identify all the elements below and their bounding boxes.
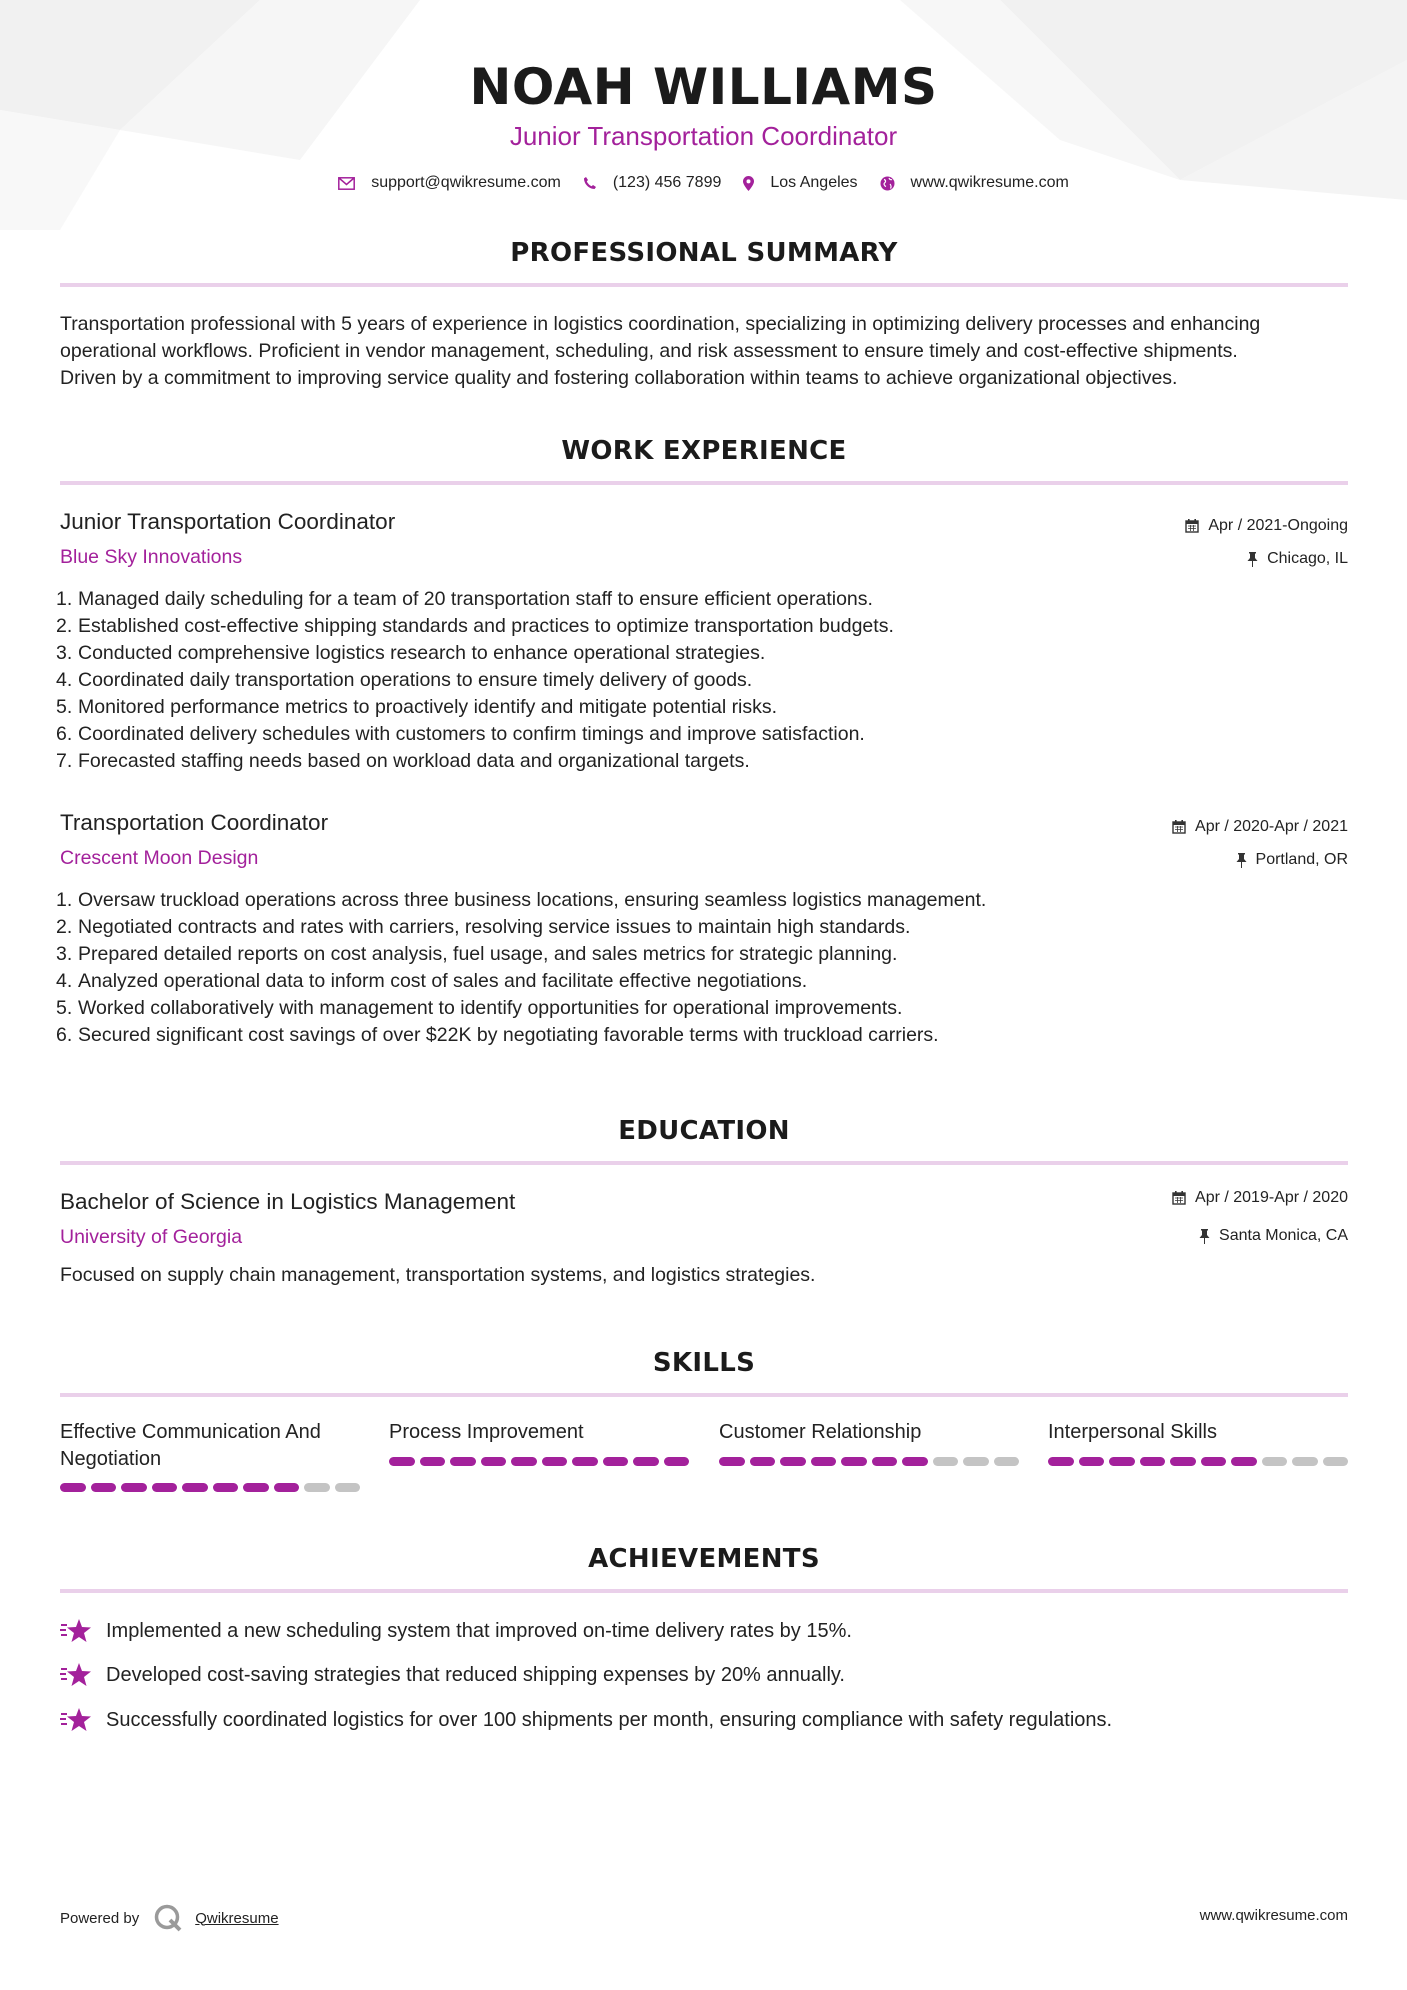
powered-by — [60, 1903, 279, 1933]
job-title: Junior Transportation Coordinator — [60, 509, 396, 534]
duty-text: Oversaw truckload operations across three business locations, ensuring seamless logistics management. — [78, 889, 987, 911]
job-dates-text: Apr / 2021-Ongoing — [1208, 517, 1348, 534]
skill-item — [60, 1419, 360, 1473]
skill-name-line: Customer Relationship — [719, 1421, 922, 1443]
job-location — [1247, 550, 1348, 568]
job-location — [1236, 851, 1348, 869]
duty-text: Worked collaboratively with management to identify opportunities for operational improvements. — [78, 997, 903, 1019]
summary-line: operational workflows. Proficient in vendor management, scheduling, and risk assessment to ensure timely and cost-effective shipments. — [60, 340, 1238, 362]
duty-text: Coordinated delivery schedules with customers to confirm timings and improve satisfaction. — [78, 723, 865, 745]
skill-segment-filled — [511, 1457, 537, 1466]
list-item: 7. Forecasted staffing needs based on workload data and organizational targets. — [56, 748, 1316, 775]
skill-segment-filled — [841, 1457, 867, 1466]
skill-item — [1048, 1419, 1348, 1446]
pushpin-icon — [1247, 552, 1258, 567]
achievement-item — [60, 1618, 852, 1644]
skill-name — [389, 1419, 689, 1446]
skill-segment-empty — [1292, 1457, 1318, 1466]
summary-divider — [60, 283, 1348, 287]
skill-segment-filled — [1048, 1457, 1074, 1466]
star-icon — [60, 1707, 92, 1733]
map-pin-icon — [743, 176, 754, 191]
powered-by-label: Powered by — [60, 1909, 140, 1927]
job-company: Blue Sky Innovations — [60, 546, 243, 568]
skill-level-bar — [60, 1483, 360, 1492]
contact-bar — [0, 174, 1407, 192]
skill-segment-empty — [933, 1457, 959, 1466]
star-icon — [60, 1618, 92, 1644]
skill-segment-filled — [450, 1457, 476, 1466]
skill-segment-filled — [121, 1483, 147, 1492]
duty-text: Coordinated daily transportation operations to ensure timely delivery of goods. — [78, 669, 753, 691]
skill-segment-filled — [1170, 1457, 1196, 1466]
contact-location — [743, 174, 857, 192]
qwikresume-link[interactable]: Qwikresume — [195, 1909, 279, 1927]
calendar-icon — [1185, 519, 1199, 533]
skill-segment-filled — [389, 1457, 415, 1466]
skill-name — [1048, 1419, 1348, 1446]
achievement-text: Developed cost-saving strategies that reduced shipping expenses by 20% annually. — [106, 1663, 845, 1686]
job-title: Transportation Coordinator — [60, 810, 329, 835]
list-item: 1. Oversaw truckload operations across three business locations, ensuring seamless logistics management. — [56, 887, 1316, 914]
contact-website-text: www.qwikresume.com — [910, 174, 1069, 191]
skill-name-line: Interpersonal Skills — [1048, 1421, 1217, 1443]
star-icon — [60, 1662, 92, 1688]
duty-text: Forecasted staffing needs based on workload data and organizational targets. — [78, 750, 750, 772]
candidate-name: NOAH WILLIAMS — [469, 58, 938, 116]
skill-segment-empty — [304, 1483, 330, 1492]
skills-heading: SKILLS — [652, 1348, 756, 1378]
duty-text: Monitored performance metrics to proactively identify and mitigate potential risks. — [78, 696, 778, 718]
skill-name-line: Effective Communication And — [60, 1421, 321, 1443]
candidate-title: Junior Transportation Coordinator — [509, 121, 898, 151]
skill-segment-filled — [902, 1457, 928, 1466]
job-dates — [1185, 517, 1348, 535]
experience-divider — [60, 481, 1348, 485]
skill-segment-empty — [994, 1457, 1020, 1466]
duty-text: Conducted comprehensive logistics research to enhance operational strategies. — [78, 642, 766, 664]
job-location-text: Portland, OR — [1255, 851, 1348, 868]
summary-heading: PROFESSIONAL SUMMARY — [510, 238, 898, 268]
job-duties-list — [56, 586, 1316, 775]
job-location-text: Chicago, IL — [1267, 550, 1348, 567]
skill-segment-filled — [1109, 1457, 1135, 1466]
globe-icon — [880, 176, 895, 191]
skill-segment-filled — [872, 1457, 898, 1466]
pushpin-icon — [1236, 853, 1247, 868]
skill-segment-filled — [481, 1457, 507, 1466]
skill-segment-filled — [750, 1457, 776, 1466]
list-item: 3. Prepared detailed reports on cost analysis, fuel usage, and sales metrics for strategic planning. — [56, 941, 1316, 968]
skill-item — [719, 1419, 1019, 1446]
achievements-heading: ACHIEVEMENTS — [588, 1544, 820, 1574]
calendar-icon — [1172, 820, 1186, 834]
phone-icon — [583, 176, 597, 190]
duty-text: Established cost-effective shipping standards and practices to optimize transportation budgets. — [78, 615, 894, 637]
calendar-icon — [1172, 1191, 1186, 1205]
skill-segment-filled — [1231, 1457, 1257, 1466]
skill-segment-empty — [1262, 1457, 1288, 1466]
skill-segment-filled — [91, 1483, 117, 1492]
achievement-text: Successfully coordinated logistics for over 100 shipments per month, ensuring compliance with safety regulations. — [106, 1708, 1113, 1731]
footer-website-link[interactable]: www.qwikresume.com — [1199, 1907, 1348, 1924]
education-divider — [60, 1161, 1348, 1165]
skill-item — [389, 1419, 689, 1446]
list-item: 2. Established cost-effective shipping standards and practices to optimize transportation budgets. — [56, 613, 1316, 640]
duty-text: Prepared detailed reports on cost analysis, fuel usage, and sales metrics for strategic planning. — [78, 943, 898, 965]
education-dates-text: Apr / 2019-Apr / 2020 — [1195, 1189, 1348, 1206]
education-description: Focused on supply chain management, transportation systems, and logistics strategies. — [60, 1264, 816, 1286]
skill-name-line: Negotiation — [60, 1448, 162, 1470]
experience-heading: WORK EXPERIENCE — [561, 436, 847, 466]
skill-segment-filled — [542, 1457, 568, 1466]
achievement-item — [60, 1662, 845, 1688]
skill-segment-empty — [1323, 1457, 1349, 1466]
summary-line: Transportation professional with 5 years of experience in logistics coordination, specializing in optimizing delivery processes and enhancing — [60, 313, 1261, 335]
job-dates-text: Apr / 2020-Apr / 2021 — [1195, 818, 1348, 835]
skill-segment-filled — [1140, 1457, 1166, 1466]
achievement-text: Implemented a new scheduling system that improved on-time delivery rates by 15%. — [106, 1619, 852, 1642]
summary-line: Driven by a commitment to improving service quality and fostering collaboration within teams to achieve organizational objectives. — [60, 367, 1178, 389]
job-dates — [1172, 818, 1348, 836]
job-company: Crescent Moon Design — [60, 847, 259, 869]
skill-segment-empty — [963, 1457, 989, 1466]
contact-email-text: support@qwikresume.com — [371, 174, 561, 191]
contact-phone[interactable] — [583, 174, 722, 192]
education-dates — [1172, 1189, 1348, 1207]
duty-text: Managed daily scheduling for a team of 20 transportation staff to ensure efficient operations. — [78, 588, 873, 610]
duty-text: Analyzed operational data to inform cost of sales and facilitate effective negotiations. — [78, 970, 808, 992]
education-location-text: Santa Monica, CA — [1219, 1227, 1348, 1244]
list-item: 6. Secured significant cost savings of over $22K by negotiating favorable terms with truckload carriers. — [56, 1022, 1316, 1049]
skill-segment-filled — [572, 1457, 598, 1466]
contact-phone-text: (123) 456 7899 — [612, 174, 722, 191]
list-item: 5. Worked collaboratively with management to identify opportunities for operational improvements. — [56, 995, 1316, 1022]
skill-segment-filled — [213, 1483, 239, 1492]
skill-segment-filled — [182, 1483, 208, 1492]
skill-segment-filled — [243, 1483, 269, 1492]
list-item: 5. Monitored performance metrics to proactively identify and mitigate potential risks. — [56, 694, 1316, 721]
skills-divider — [60, 1393, 1348, 1397]
skill-segment-filled — [152, 1483, 178, 1492]
contact-location-text: Los Angeles — [770, 174, 858, 191]
list-item: 4. Analyzed operational data to inform cost of sales and facilitate effective negotiations. — [56, 968, 1316, 995]
degree-title: Bachelor of Science in Logistics Management — [60, 1189, 516, 1214]
list-item: 6. Coordinated delivery schedules with customers to confirm timings and improve satisfaction. — [56, 721, 1316, 748]
summary-text — [60, 311, 1350, 392]
skill-segment-filled — [1079, 1457, 1105, 1466]
skill-segment-filled — [664, 1457, 690, 1466]
job-duties-list — [56, 887, 1316, 1049]
skill-level-bar — [1048, 1457, 1348, 1466]
skill-level-bar — [389, 1457, 689, 1466]
skill-segment-filled — [780, 1457, 806, 1466]
list-item: 4. Coordinated daily transportation operations to ensure timely delivery of goods. — [56, 667, 1316, 694]
list-item: 2. Negotiated contracts and rates with carriers, resolving service issues to maintain high standards. — [56, 914, 1316, 941]
skill-segment-filled — [633, 1457, 659, 1466]
skill-segment-filled — [274, 1483, 300, 1492]
skill-segment-filled — [420, 1457, 446, 1466]
skill-segment-filled — [60, 1483, 86, 1492]
skill-segment-filled — [811, 1457, 837, 1466]
skill-name — [719, 1419, 1019, 1446]
education-heading: EDUCATION — [618, 1116, 790, 1146]
duty-text: Negotiated contracts and rates with carriers, resolving service issues to maintain high standards. — [78, 916, 911, 938]
envelope-icon — [338, 177, 355, 190]
education-location — [1199, 1227, 1348, 1245]
pushpin-icon — [1199, 1229, 1210, 1244]
skill-segment-empty — [335, 1483, 361, 1492]
skill-segment-filled — [719, 1457, 745, 1466]
contact-email[interactable] — [338, 174, 561, 192]
achievement-item — [60, 1707, 1112, 1733]
skill-segment-filled — [1201, 1457, 1227, 1466]
list-item: 3. Conducted comprehensive logistics research to enhance operational strategies. — [56, 640, 1316, 667]
skill-segment-filled — [603, 1457, 629, 1466]
school-name: University of Georgia — [60, 1226, 243, 1248]
skill-level-bar — [719, 1457, 1019, 1466]
list-item: 1. Managed daily scheduling for a team of 20 transportation staff to ensure efficient operations. — [56, 586, 1316, 613]
achievements-divider — [60, 1589, 1348, 1593]
skill-name — [60, 1419, 360, 1473]
skill-name-line: Process Improvement — [389, 1421, 584, 1443]
qwikresume-logo-icon — [153, 1903, 183, 1933]
duty-text: Secured significant cost savings of over $22K by negotiating favorable terms with truckload carriers. — [78, 1024, 939, 1046]
contact-website[interactable] — [880, 174, 1069, 192]
